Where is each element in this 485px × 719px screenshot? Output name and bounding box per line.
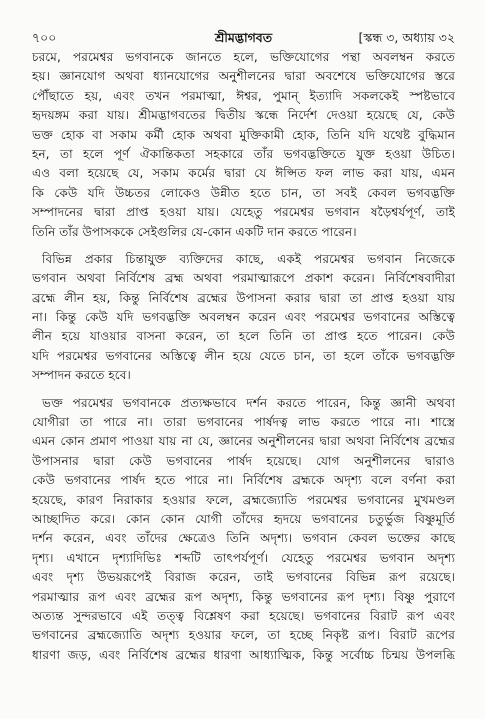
text-line: ব্রহ্মে লীন হয়, কিন্তু নির্বিশেষ ব্রহ্মের উপাসনা করার দ্বারা তা প্রাপ্ত হওয়া যায় <box>32 290 455 305</box>
text-line: উপাসনার দ্বারা কেউ ভগবানের পার্ষদ হয়েছে। যোগ অনুশীলনের দ্বারাও <box>32 453 455 468</box>
paragraph-2 <box>32 250 455 386</box>
text-line: ভক্ত পরমেশ্বর ভগবানকে প্রত্যক্ষভাবে দর্শন করতে পারেন, কিন্তু জ্ঞানী অথবা <box>42 395 455 410</box>
running-title: শ্রীমদ্ভাগবত <box>214 30 273 45</box>
text-line: পৌঁছাতে হয়, এবং তখন পরমাত্মা, ঈশ্বর, পুমান্ ইত্যাদি সকলকেই স্পষ্টভাবে <box>32 88 455 103</box>
text-line: দৃশ্য। এখানে দৃশ্যাদিভিঃ শব্দটি তাৎপর্যপূর্ণ। যেহেতু পরমেশ্বর ভগবান অদৃশ্য <box>32 550 455 565</box>
text-line: লীন হয়ে যাওয়ার বাসনা করেন, তা হলে তিনি তা প্রাপ্ত হতে পারেন। কেউ <box>32 329 455 344</box>
text-line: বিভিন্ন প্রকার চিন্তাযুক্ত ব্যক্তিদের কাছে, একই পরমেশ্বর ভগবান নিজেকে <box>42 251 455 266</box>
paragraph-3 <box>32 394 455 665</box>
text-line: হৃদয়ঙ্গম করা যায়। শ্রীমদ্ভাগবতের দ্বিতীয় স্কন্ধে নির্দেশ দেওয়া হয়েছে যে, কেউ <box>32 108 455 123</box>
text-line: ধারণা জড়, এবং নির্বিশেষ ব্রহ্মের ধারণা আধ্যাত্মিক, কিন্তু সর্বোচ্চ চিন্ময় উপলব্ধি <box>32 647 455 662</box>
text-line: পরমাত্মার রূপ এবং ব্রহ্মের রূপ অদৃশ্য, কিন্তু ভগবানের রূপ দৃশ্য। বিষ্ণু পুরাণে <box>32 589 455 604</box>
text-line: ভক্ত হোক বা সকাম কর্মী হোক অথবা মুক্তিকামী হোক, তিনি যদি যথেষ্ট বুদ্ধিমান <box>32 127 455 142</box>
text-line: কি কেউ যদি উচ্চতর লোকেও উন্নীত হতে চান, তা সবই কেবল ভগবদ্ভক্তি <box>32 185 455 200</box>
text-line: কেউ ভগবানের পার্ষদ হতে পারে না। নির্বিশেষ ব্রহ্মকে অদৃশ্য বলে বর্ণনা করা <box>32 473 455 488</box>
text-line: হন, তা হলে পূর্ণ ঐকান্তিকতা সহকারে তাঁর ভগবদ্ভক্তিতে যুক্ত হওয়া উচিত। <box>32 146 455 161</box>
text-line: না। কিন্তু কেউ যদি ভগবদ্ভক্তি অবলম্বন করেন এবং পরমেশ্বর ভগবানের অস্তিত্বে <box>32 310 455 325</box>
page-number: ৭০০ <box>32 30 57 45</box>
text-line: সম্পাদনের দ্বারা প্রাপ্ত হওয়া যায়। যেহেতু পরমেশ্বর ভগবান ষড়ৈশ্বর্যপূর্ণ, তাই <box>32 205 455 220</box>
text-line: যদি পরমেশ্বর ভগবানের অস্তিত্বে লীন হয়ে যেতে চান, তা হলে তাঁকে ভগবদ্ভক্তি <box>32 348 455 363</box>
text-line: হয়। জ্ঞানযোগ অথবা ধ্যানযোগের অনুশীলনের দ্বারা অবশেষে ভক্তিযোগের স্তরে <box>32 69 455 84</box>
page-header <box>32 0 455 48</box>
text-line: হয়েছে, কারণ নিরাকার হওয়ার ফলে, ব্রহ্মজ্যোতি পরমেশ্বর ভগবানের মুখমণ্ডল <box>32 492 455 507</box>
text-line: এবং দৃশ্য উভয়রূপেই বিরাজ করেন, তাই ভগবানের বিভিন্ন রূপ রয়েছে। <box>32 570 455 585</box>
text-line: আচ্ছাদিত করে। কোন কোন যোগী তাঁদের হৃদয়ে ভগবানের চতুর্ভুজ বিষ্ণুমূর্তি <box>32 511 455 526</box>
text-line: অত্যন্ত সুন্দরভাবে এই তত্ত্ব বিশ্লেষণ করা হয়েছে। ভগবানের বিরাট রূপ এবং <box>32 608 455 623</box>
text-line: এমন কোন প্রমাণ পাওয়া যায় না যে, জ্ঞানের অনুশীলনের দ্বারা অথবা নির্বিশেষ ব্রহ্মের <box>32 434 455 449</box>
text-line: যোগীরা তা পারে না। তারা ভগবানের পার্ষদত্ব লাভ করতে পারে না। শাস্ত্রে <box>32 415 455 430</box>
text-line: সম্পাদন করতে হবে। <box>32 368 131 383</box>
text-line: ভগবান অথবা নির্বিশেষ ব্রহ্ম অথবা পরমাত্মারূপে প্রকাশ করেন। নির্বিশেষবাদীরা <box>32 271 455 286</box>
text-line: এও বলা হয়েছে যে, সকাম কর্মের দ্বারা যে ঈপ্সিত ফল লাভ করা যায়, এমন <box>32 166 455 181</box>
text-line: দর্শন করেন, এবং তাঁদের ক্ষেত্রেও তিনি অদৃশ্য। ভগবান কেবল ভক্তের কাছে <box>32 531 455 546</box>
text-line: চরমে, পরমেশ্বর ভগবানকে জানতে হলে, ভক্তিযোগের পন্থা অবলম্বন করতে <box>32 50 455 64</box>
paragraph-1 <box>32 48 455 242</box>
chapter-reference: [স্কন্ধ ৩, অধ্যায় ৩২ <box>358 30 455 45</box>
text-line: ভগবানের ব্রহ্মজ্যোতি অদৃশ্য হওয়ার ফলে, তা হচ্ছে নিকৃষ্ট রূপ। বিরাট রূপের <box>32 628 455 643</box>
text-line: তিনি তাঁর উপাসককে সেইগুলির যে-কোন একটি দান করতে পারেন। <box>32 224 357 239</box>
